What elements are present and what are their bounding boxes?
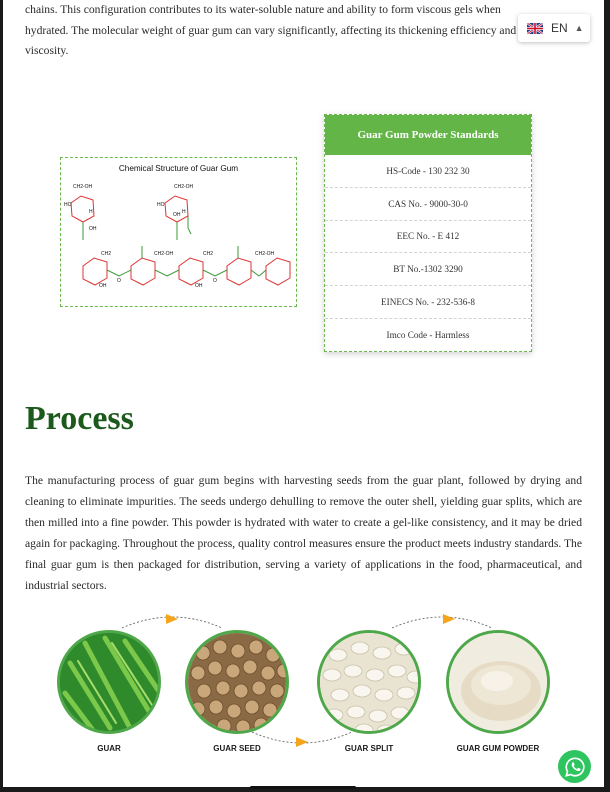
structure-label: HO bbox=[64, 202, 72, 208]
structure-label: CH2 bbox=[101, 251, 112, 257]
chevron-up-icon: ▲ bbox=[574, 23, 584, 33]
structure-label: H bbox=[89, 209, 93, 215]
arrow-icon bbox=[443, 614, 455, 624]
standards-row: EEC No. - E 412 bbox=[325, 221, 531, 254]
step-label-guar-seed: GUAR SEED bbox=[213, 744, 261, 753]
step-label-guar-split: GUAR SPLIT bbox=[344, 744, 394, 753]
structure-label: HO bbox=[157, 202, 165, 208]
process-heading: Process bbox=[25, 400, 134, 437]
standards-table bbox=[324, 114, 532, 352]
structure-label: O bbox=[117, 278, 121, 284]
home-indicator[interactable] bbox=[250, 786, 356, 789]
process-paragraph: The manufacturing process of guar gum begins with harvesting seeds from the guar plant, followed by drying and cleaning to eliminate impurities. The seeds undergo dehulling to remove the outer shell, yielding guar splits, which are then milled into a fine powder. This powder is hydrated with water to create a gel-like consistency, and it may be dried again for packaging. Throughout the process, quality control measures ensure the product meets industry standards. The final guar gum is then packaged for distribution, serving a variety of applications in the food, pharmaceutical, and industrial sectors. bbox=[25, 474, 582, 592]
structure-label: O bbox=[213, 278, 217, 284]
chemical-structure-image bbox=[60, 157, 297, 307]
structure-label: CH2-OH bbox=[255, 251, 275, 257]
device-frame-right bbox=[604, 0, 610, 792]
standards-row: CAS No. - 9000-30-0 bbox=[325, 188, 531, 221]
whatsapp-chat-button[interactable] bbox=[558, 750, 591, 783]
structure-label: CH2 bbox=[203, 251, 214, 257]
structure-label: CH2-OH bbox=[73, 184, 93, 190]
guar-gum-powder-image bbox=[446, 630, 550, 734]
step-label-guar: GUAR bbox=[97, 744, 121, 753]
language-code: EN bbox=[551, 21, 568, 35]
guar-split-image bbox=[317, 630, 421, 734]
arrow-icon bbox=[166, 614, 178, 624]
standards-row: HS-Code - 130 232 30 bbox=[325, 155, 531, 188]
structure-label: OH bbox=[89, 226, 97, 232]
uk-flag-icon bbox=[527, 23, 543, 34]
guar-seed-image bbox=[185, 630, 289, 734]
structure-label: CH2-OH bbox=[174, 184, 194, 190]
structure-label: OH bbox=[173, 212, 181, 218]
chemical-structure-title: Chemical Structure of Guar Gum bbox=[118, 164, 239, 173]
device-frame-left bbox=[0, 0, 3, 792]
structure-label: OH bbox=[99, 283, 107, 289]
step-label-guar-gum-powder: GUAR GUM POWDER bbox=[456, 744, 540, 753]
standards-title: Guar Gum Powder Standards bbox=[325, 115, 531, 155]
arrow-icon bbox=[296, 737, 308, 747]
process-diagram bbox=[40, 610, 580, 760]
structure-label: OH bbox=[195, 283, 203, 289]
standards-row: EINECS No. - 232-536-8 bbox=[325, 286, 531, 319]
whatsapp-icon bbox=[564, 756, 586, 778]
structure-label: H bbox=[182, 209, 186, 215]
guar-gum-structure-diagram bbox=[61, 158, 298, 308]
standards-row: BT No.-1302 3290 bbox=[325, 253, 531, 286]
language-switcher[interactable] bbox=[518, 14, 590, 42]
structure-label: CH2-OH bbox=[154, 251, 174, 257]
standards-row: Imco Code - Harmless bbox=[386, 330, 470, 341]
intro-paragraph: chains. This configuration contributes to its water-soluble nature and ability to form viscous gels when hydrated. The molecular weight of guar gum can vary significantly, affecting its thickening efficiency and viscosity. bbox=[25, 3, 517, 58]
guar-pods-image bbox=[57, 630, 161, 734]
